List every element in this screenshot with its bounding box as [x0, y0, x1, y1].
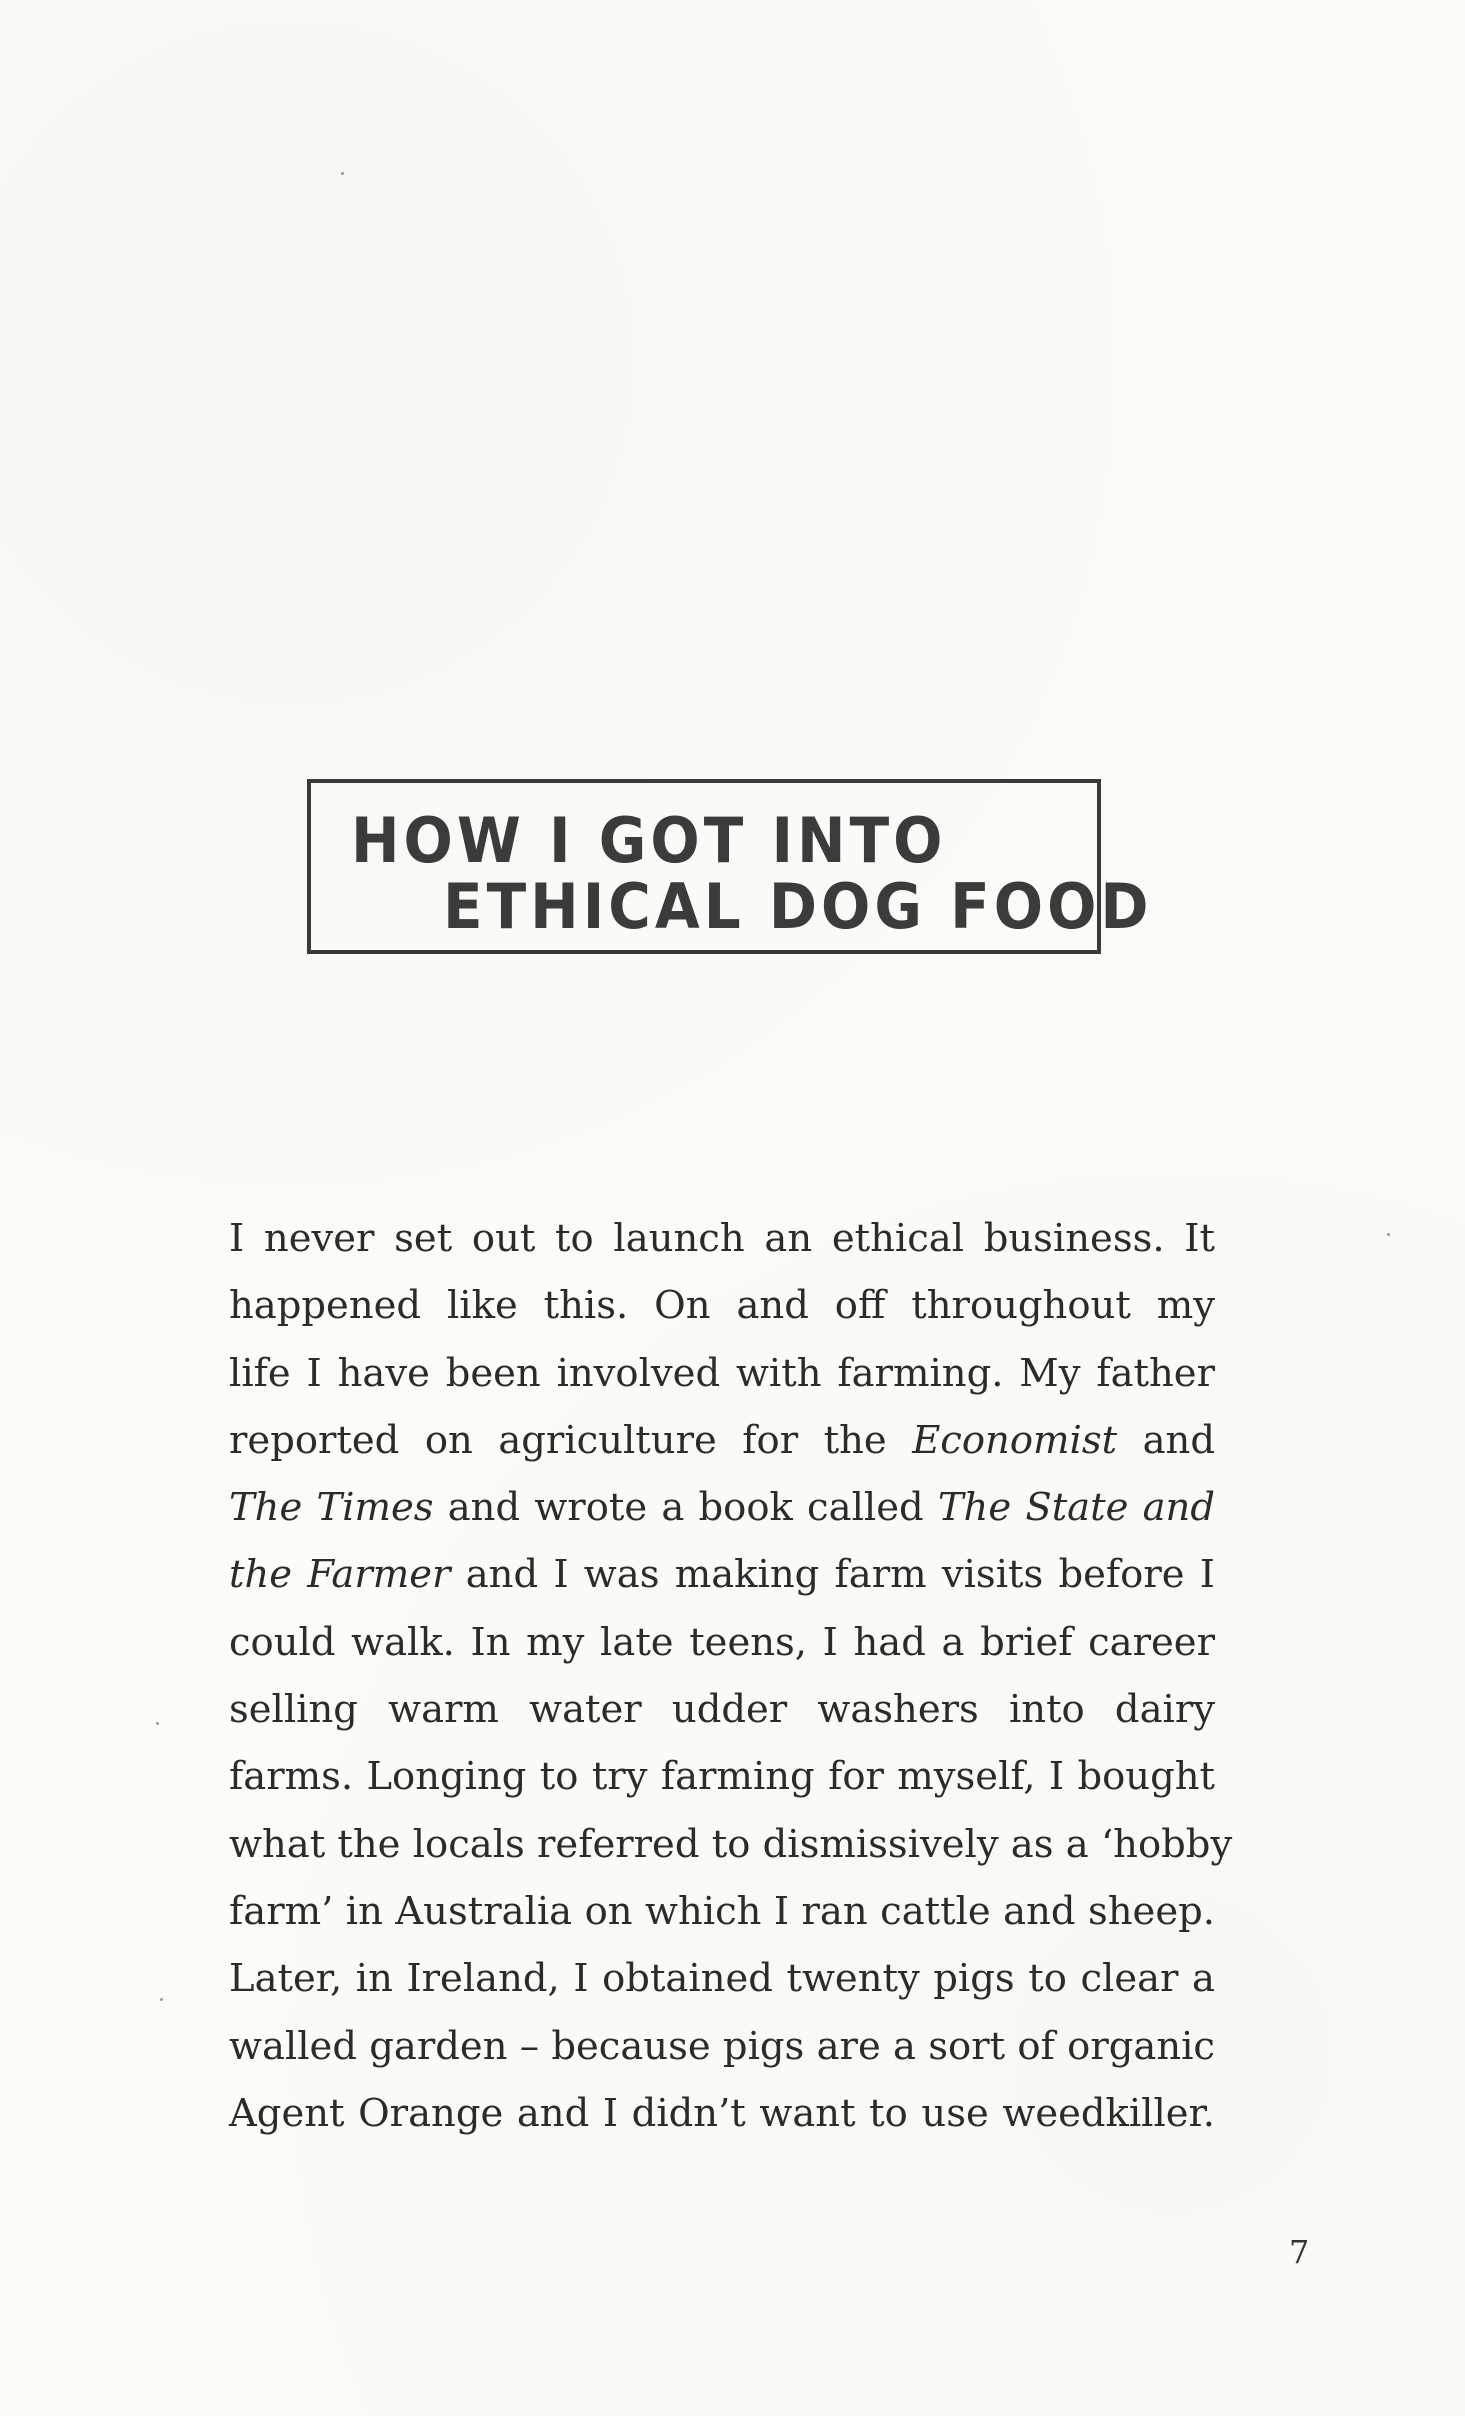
body-line: The Times and wrote a book called The State and	[229, 1485, 1215, 1531]
chapter-title-line-2: ETHICAL DOG FOOD	[443, 869, 1153, 944]
body-line: walled garden – because pigs are a sort of organic	[229, 2023, 1215, 2069]
body-paragraph	[229, 1205, 1233, 2147]
body-line: life I have been involved with farming. My father	[229, 1350, 1215, 1396]
chapter-title-box	[307, 779, 1153, 954]
paper-speck	[1387, 1233, 1390, 1236]
body-line: happened like this. On and off throughout my	[229, 1283, 1215, 1329]
body-line: reported on agriculture for the Economist and	[229, 1417, 1215, 1463]
body-line: farms. Longing to try farming for myself, I bought	[229, 1754, 1215, 1800]
paper-speck	[160, 1998, 163, 2001]
body-line: the Farmer and I was making farm visits before I	[229, 1552, 1215, 1598]
body-line: what the locals referred to dismissively as a ‘hobby	[229, 1821, 1233, 1867]
paper-speck	[156, 1722, 159, 1725]
body-line: Later, in Ireland, I obtained twenty pigs to clear a	[229, 1956, 1215, 2002]
italic-title: the Farmer	[229, 1552, 451, 1598]
body-line: could walk. In my late teens, I had a brief career	[229, 1619, 1215, 1665]
paper-speck	[341, 172, 344, 175]
chapter-title-line-1: HOW I GOT INTO	[351, 803, 947, 878]
body-line: Agent Orange and I didn’t want to use weedkiller.	[229, 2090, 1215, 2136]
italic-title: The State and	[937, 1485, 1215, 1531]
italic-title: Economist	[912, 1417, 1118, 1463]
body-line: farm’ in Australia on which I ran cattle and sheep.	[229, 1888, 1215, 1934]
body-line: selling warm water udder washers into dairy	[229, 1687, 1215, 1733]
page-number: 7	[1289, 2233, 1310, 2271]
body-line: I never set out to launch an ethical business. It	[229, 1216, 1215, 1261]
italic-title: The Times	[229, 1485, 434, 1531]
